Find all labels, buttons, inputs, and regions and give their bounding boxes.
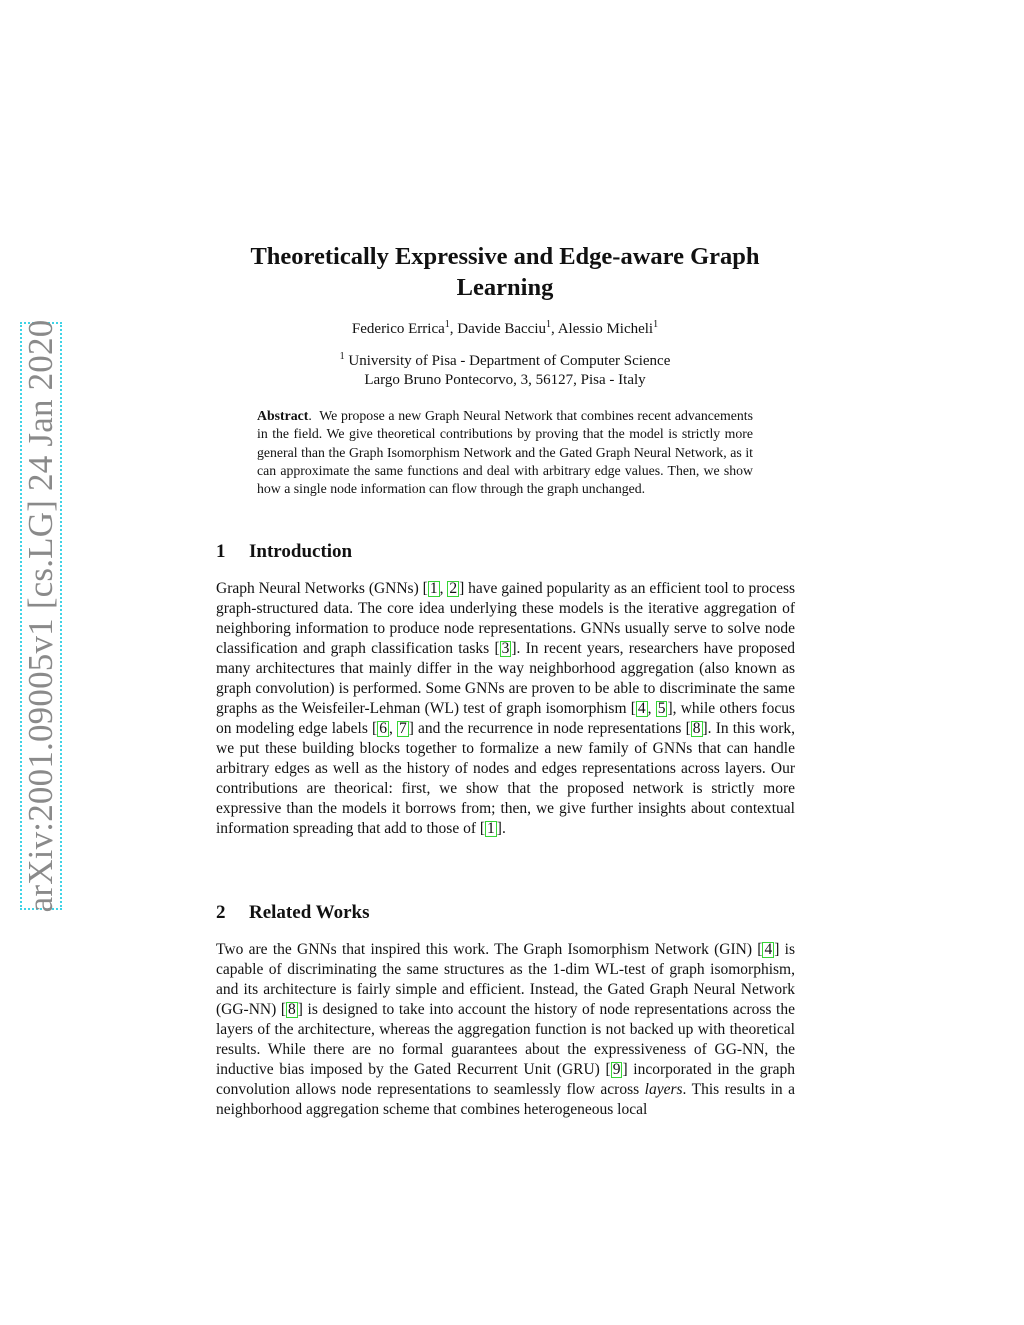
text-run: ] is designed to take into account the history of node representations across the layers of the architecture, whereas the aggregation function is not backed up with theoretical results. While there are no formal guarantees about the expressiveness of GG-NN, the inductive bias imposed by the Gated Recurrent Unit (GRU) [	[216, 1001, 795, 1078]
abstract: Abstract. We propose a new Graph Neural Network that combines recent advancements in the field. We give theoretical contributions by proving that the model is strictly more general than the Graph Isomorphism Network and the Gated Graph Neural Network, as it can approximate the same functions and deal with arbitrary edge values. Then, we show how a single node information can flow through the graph unchanged.	[257, 408, 753, 497]
text-run: ] and the recurrence in node representations [	[408, 720, 691, 737]
citation-link[interactable]: 6	[379, 720, 387, 737]
text-run: ] is capable of discriminating the same structures as the 1-dim WL-test of graph isomorphism, and its architecture is fairly simple and efficient. Instead, the Gated Graph Neural Network (GG-NN) [	[216, 941, 796, 1018]
citation-link[interactable]: 4	[637, 700, 646, 717]
paper-title: Theoretically Expressive and Edge-aware Graph Learning	[250, 243, 760, 301]
section-title: Introduction	[249, 541, 353, 562]
text-run: ] have gained popularity as an efficient tool to process graph-structured data. The core idea underlying these models is the iterative aggregation of neighboring information to produce node representations. GNNs usually serve to solve node classification and graph classification tasks [	[216, 580, 796, 657]
text-run: . This results in a neighborhood aggregation scheme that combines heterogeneous local	[216, 1081, 795, 1118]
section-number: 1	[216, 541, 226, 562]
section-number: 2	[216, 902, 226, 923]
citation-link[interactable]: 2	[449, 580, 458, 597]
affiliation-marker: 1	[339, 351, 345, 362]
emphasized-text: layers	[644, 1081, 683, 1098]
text-run: ]. In recent years, researchers have proposed many architectures that mainly differ in the way neighborhood aggregation (also known as graph convolution) is performed. Some GNNs are proven to be able to discriminate the same graphs as the Weisfeiler-Lehman (WL) test of graph isomorphism [	[216, 640, 795, 717]
introduction-paragraph	[216, 579, 795, 839]
author-name: Federico Errica	[351, 321, 445, 337]
text-run: Graph Neural Networks (GNNs) [	[216, 580, 428, 597]
citation-link[interactable]: 4	[764, 941, 773, 958]
author-name: Davide Bacciu	[457, 321, 546, 337]
citation-link[interactable]: 7	[398, 720, 407, 737]
text-run: ], while others focus on modeling edge labels [	[216, 700, 795, 737]
abstract-text: We propose a new Graph Neural Network that combines recent advancements in the field. We give theoretical contributions by proving that the model is strictly more general than the Graph Isomorphism Network and the Gated Graph Neural Network, as it can approximate the same functions and deal with arbitrary edge values. Then, we show how a single node information can flow through the graph unchanged.	[257, 408, 753, 497]
text-run: Two are the GNNs that inspired this work. The Graph Isomorphism Network (GIN) [	[216, 941, 763, 958]
citation-link[interactable]: 9	[612, 1061, 621, 1078]
affiliation-line-1: University of Pisa - Department of Computer Science	[348, 353, 671, 369]
abstract-label: Abstract	[257, 408, 309, 423]
affiliation	[200, 347, 810, 390]
author-name: Alessio Micheli	[557, 321, 654, 337]
author-affiliation-marker: 1	[444, 319, 450, 330]
text-run: ,	[647, 700, 656, 717]
text-run: ]. In this work, we put these building blocks together to formalize a new family of GNNs that can handle arbitrary edges as well as the history of nodes and edges representations across layers. Our contributions are theorical: first, we show that the proposed network is strictly more expressive than the models it borrows from; then, we give further insights about contextual information spreading that add to those of [	[216, 720, 796, 837]
author-affiliation-marker: 1	[546, 319, 551, 330]
text-run: ,	[388, 720, 397, 737]
section-heading-introduction	[216, 540, 352, 564]
author-list: Federico Errica$^1$, Davide Bacciu$^1$, Alessio Micheli$^1$	[351, 319, 659, 337]
citation-link[interactable]: 1	[429, 580, 438, 597]
author-affiliation-marker: 1	[653, 319, 659, 330]
citation-link[interactable]: 8	[692, 720, 701, 737]
text-run: ,	[439, 580, 448, 597]
arxiv-identifier: arXiv:2001.09005v1 [cs.LG] 24 Jan 2020	[21, 319, 60, 913]
text-run: ].	[496, 820, 506, 837]
citation-link[interactable]: 8	[288, 1001, 296, 1018]
text-run: ] incorporated in the graph convolution allows node representations to seamlessly flow across	[216, 1061, 795, 1098]
section-title: Related Works	[249, 902, 370, 923]
arxiv-identifier-stamp	[20, 319, 62, 913]
related-works-paragraph	[216, 940, 795, 1120]
section-heading-related-works	[216, 901, 370, 925]
citation-link[interactable]: 3	[501, 640, 510, 657]
affiliation-line-2: Largo Bruno Pontecorvo, 3, 56127, Pisa - Italy	[364, 372, 646, 388]
citation-link[interactable]: 1	[487, 820, 495, 837]
citation-link[interactable]: 5	[657, 700, 666, 717]
